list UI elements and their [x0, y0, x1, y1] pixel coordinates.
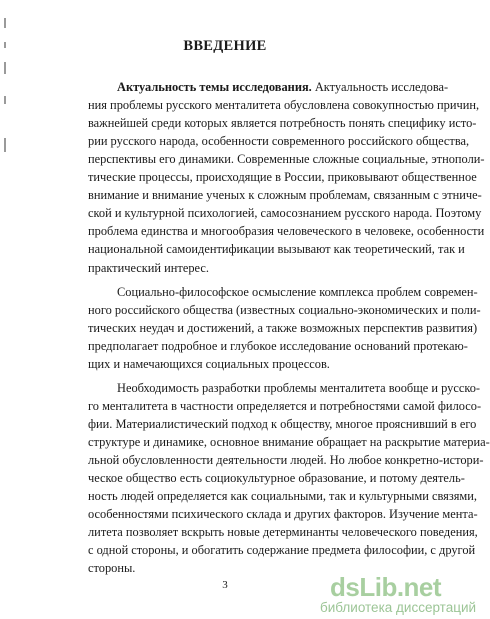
line-text: особенностями психического склада и других факторов. Изучение мента- [88, 507, 478, 522]
page-title: ВВЕДЕНИЕ [183, 38, 267, 54]
line-text: практический интерес. [88, 260, 209, 275]
line-text: национальной самоидентификации вызывают как теоретический, так и [88, 242, 465, 257]
text-line [117, 283, 478, 302]
watermark-subtitle: библиотека диссертаций [320, 600, 477, 615]
line-text: тические процессы, происходящие в России, приковывают общественное [88, 170, 477, 185]
line-text: перспективы его динамики. Современные сложные социальные, этнополи- [88, 152, 485, 167]
text-line [88, 259, 428, 278]
line-text: тических неудач и достижений, а также возможных перспектив развития) [88, 320, 478, 335]
text-line [117, 379, 481, 398]
text-line [88, 240, 465, 259]
line-text: льной обусловленности деятельности людей. Но любое конкретно-истори- [88, 453, 484, 467]
text-line [88, 204, 482, 223]
text-line [88, 222, 485, 241]
line-text: Необходимость разработки проблемы менталитета вообще и русско- [117, 380, 481, 395]
text-line [88, 415, 477, 434]
line-text: предполагает подробное и глубокое исследование оснований протекаю- [88, 338, 468, 353]
line-text: ность людей определяется как социальными, так и культурными связями, [88, 489, 478, 504]
text-line [88, 132, 470, 151]
line-text: ческое общество есть социокультурное образование, и потому деятель- [88, 471, 465, 486]
text-line [88, 355, 428, 374]
line-text: Социально-философское осмысление комплекса проблем современ- [117, 284, 478, 299]
line-text: щих и намечающихся социальных процессов. [88, 356, 330, 371]
text-line [88, 469, 465, 488]
text-line [88, 505, 478, 524]
text-line [88, 96, 480, 115]
text-line [88, 487, 478, 506]
watermark-logo: dsLib.net [330, 572, 442, 602]
line-text: го менталитета в частности определяется и потребностями самой филосо- [88, 398, 482, 413]
line-text: Актуальность исследова- [311, 80, 449, 94]
text-line [88, 319, 478, 338]
line-text: структуре и динамике, основное внимание обращает на раскрытие материа- [88, 434, 490, 449]
line-text: рии русского народа, особенности современного российского общества, [88, 134, 470, 149]
text-line [88, 451, 484, 470]
text-line [88, 523, 478, 542]
line-text: литета позволяет вскрыть новые детерминанты человеческого поведения, [88, 525, 478, 540]
line-text: ской и культурной психологией, самосознанием русского народа. Поэтому [88, 206, 482, 221]
page-number: 3 [222, 579, 228, 591]
line-text: важнейшей среди которых является потребность понять специфику исто- [88, 116, 477, 131]
line-text: внимание и внимание ученых к сложным проблемам, связанным с этниче- [88, 188, 482, 203]
text-line [88, 168, 477, 187]
line-text: проблема единства и многообразия человеческого в человеке, особенности [88, 224, 485, 239]
text-line [88, 397, 482, 416]
text-line [88, 337, 468, 356]
line-text: ния проблемы русского менталитета обусловлена совокупностью причин, [88, 98, 480, 113]
text-line [88, 301, 481, 320]
text-line [88, 433, 490, 452]
text-line [88, 114, 477, 133]
line-text: фии. Материалистический подход к обществу, многое прояснивший в его [88, 416, 477, 431]
line-text: ного российского общества (известных социально-экономических и поли- [88, 302, 481, 317]
line-text: с одной стороны, и обогатить содержание предмета философии, с другой [88, 543, 476, 558]
bold-heading: Актуальность темы исследования. [117, 80, 312, 94]
text-line [117, 78, 449, 97]
text-line [88, 541, 476, 560]
line-text: стороны. [88, 561, 136, 576]
text-line [88, 186, 482, 205]
watermark [320, 572, 477, 619]
text-line [88, 150, 485, 169]
